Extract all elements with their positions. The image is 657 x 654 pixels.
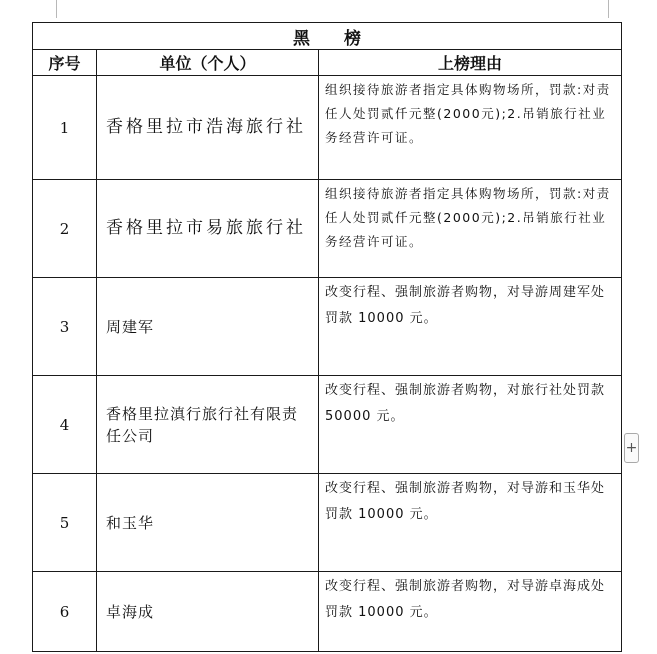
table-row (33, 474, 622, 572)
row-number: 6 (33, 572, 97, 652)
row-unit: 和玉华 (97, 474, 319, 572)
table-row (33, 572, 622, 652)
table-row (33, 180, 622, 278)
row-number: 2 (33, 180, 97, 278)
expand-button[interactable]: + (624, 433, 639, 463)
row-unit: 卓海成 (97, 572, 319, 652)
row-unit: 香格里拉市易旅旅行社 (97, 180, 319, 278)
table-row (33, 376, 622, 474)
row-unit: 香格里拉市浩海旅行社 (97, 76, 319, 180)
row-number: 5 (33, 474, 97, 572)
page-margin-mark-left (56, 0, 57, 18)
blacklist-table (32, 22, 622, 652)
row-reason: 组织接待旅游者指定具体购物场所，罚款:对责任人处罚贰仟元整(2000元);2.吊销旅行社业务经营许可证。 (319, 76, 622, 180)
page-margin-mark-right (608, 0, 609, 18)
header-reason: 上榜理由 (319, 50, 622, 76)
header-unit: 单位（个人） (97, 50, 319, 76)
header-no: 序号 (33, 50, 97, 76)
table-row (33, 76, 622, 180)
header-row (33, 50, 622, 76)
row-number: 4 (33, 376, 97, 474)
table-row (33, 278, 622, 376)
row-reason: 改变行程、强制旅游者购物，对导游卓海成处罚款 10000 元。 (319, 572, 622, 652)
row-unit: 香格里拉滇行旅行社有限责任公司 (97, 376, 319, 474)
table-title: 黑 榜 (33, 23, 622, 50)
row-reason: 改变行程、强制旅游者购物，对导游和玉华处罚款 10000 元。 (319, 474, 622, 572)
row-reason: 改变行程、强制旅游者购物，对旅行社处罚款 50000 元。 (319, 376, 622, 474)
row-reason: 组织接待旅游者指定具体购物场所，罚款:对责任人处罚贰仟元整(2000元);2.吊销旅行社业务经营许可证。 (319, 180, 622, 278)
row-unit: 周建军 (97, 278, 319, 376)
row-number: 3 (33, 278, 97, 376)
row-reason: 改变行程、强制旅游者购物，对导游周建军处罚款 10000 元。 (319, 278, 622, 376)
row-number: 1 (33, 76, 97, 180)
